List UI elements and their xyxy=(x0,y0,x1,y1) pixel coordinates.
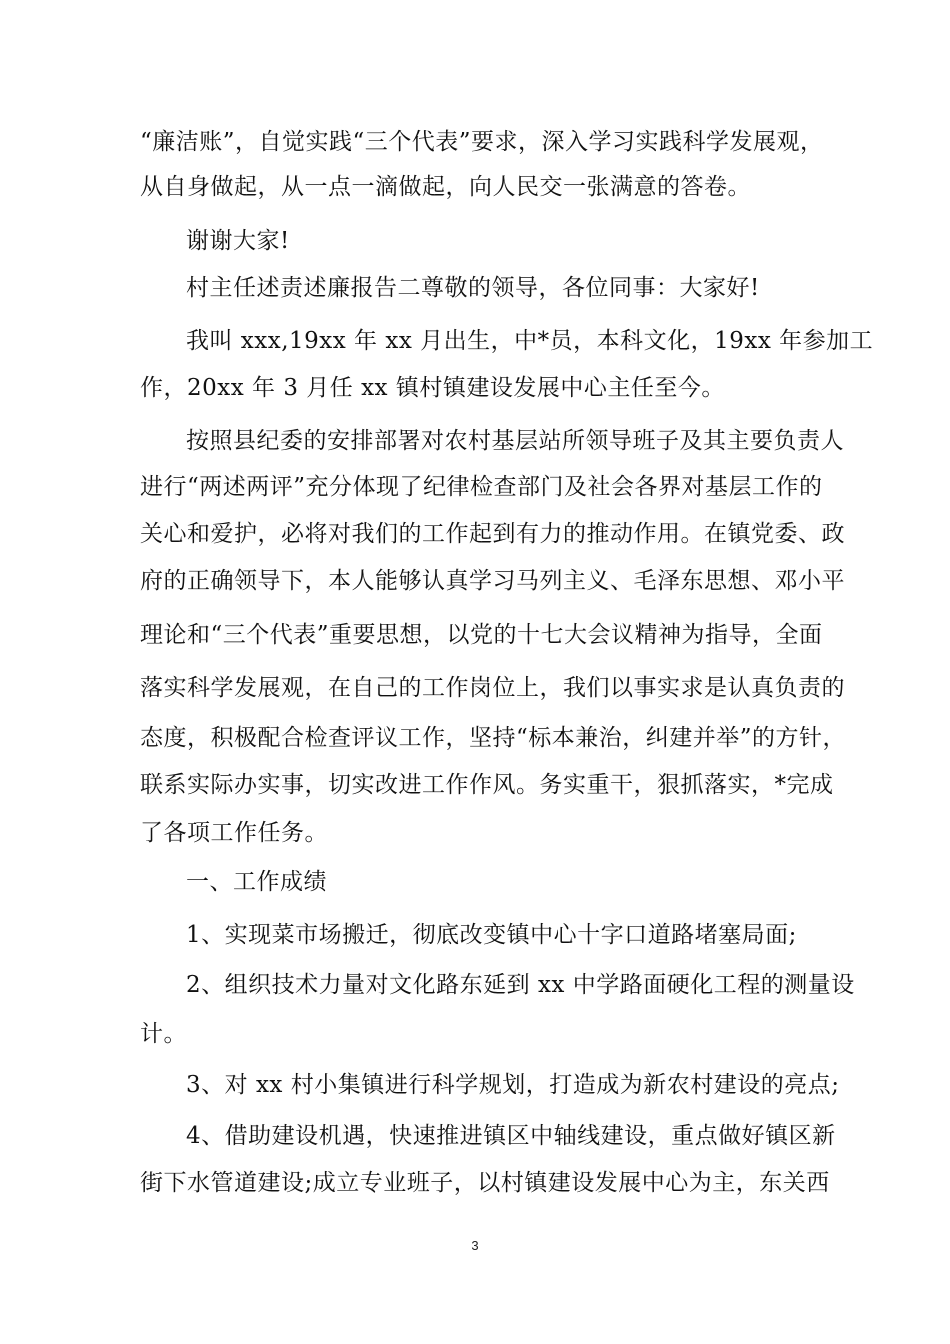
text-line: 关心和爱护，必将对我们的工作起到有力的推动作用。在镇党委、政 xyxy=(140,521,845,547)
text-line: 进行“两述两评”充分体现了纪律检查部门及社会各界对基层工作的 xyxy=(140,474,823,500)
list-item: 3、对 xx 村小集镇进行科学规划，打造成为新农村建设的亮点; xyxy=(186,1072,840,1098)
text-line: 作，20xx 年 3 月任 xx 镇村镇建设发展中心主任至今。 xyxy=(140,375,725,401)
text-line: 街下水管道建设;成立专业班子，以村镇建设发展中心为主，东关西 xyxy=(140,1170,830,1196)
text-line: 村主任述责述廉报告二尊敬的领导，各位同事：大家好! xyxy=(186,275,760,301)
text-line: 联系实际办实事，切实改进工作作风。务实重干，狠抓落实，*完成 xyxy=(140,772,834,798)
text-line: 从自身做起，从一点一滴做起，向人民交一张满意的答卷。 xyxy=(140,174,751,200)
list-item: 1、实现菜市场搬迁，彻底改变镇中心十字口道路堵塞局面; xyxy=(186,922,797,948)
list-item: 2、组织技术力量对文化路东延到 xx 中学路面硬化工程的测量设 xyxy=(186,972,855,998)
list-item: 4、借助建设机遇，快速推进镇区中轴线建设，重点做好镇区新 xyxy=(186,1123,836,1149)
text-line: 府的正确领导下，本人能够认真学习马列主义、毛泽东思想、邓小平 xyxy=(140,568,845,594)
text-line: 谢谢大家! xyxy=(186,228,290,254)
text-line: 落实科学发展观，在自己的工作岗位上，我们以事实求是认真负责的 xyxy=(140,675,845,701)
text-line: 计。 xyxy=(140,1021,187,1047)
text-line: 我叫 xxx,19xx 年 xx 月出生，中*员，本科文化，19xx 年参加工 xyxy=(186,328,874,354)
text-line: 态度，积极配合检查评议工作，坚持“标本兼治，纠建并举”的方针， xyxy=(140,725,847,751)
text-line: 理论和“三个代表”重要思想，以党的十七大会议精神为指导，全面 xyxy=(140,622,823,648)
text-line: “廉洁账”，自觉实践“三个代表”要求，深入学习实践科学发展观， xyxy=(140,129,824,155)
page-number: 3 xyxy=(471,1238,479,1253)
text-line: 了各项工作任务。 xyxy=(140,820,328,846)
section-heading: 一、工作成绩 xyxy=(186,869,327,895)
text-line: 按照县纪委的安排部署对农村基层站所领导班子及其主要负责人 xyxy=(186,428,844,454)
